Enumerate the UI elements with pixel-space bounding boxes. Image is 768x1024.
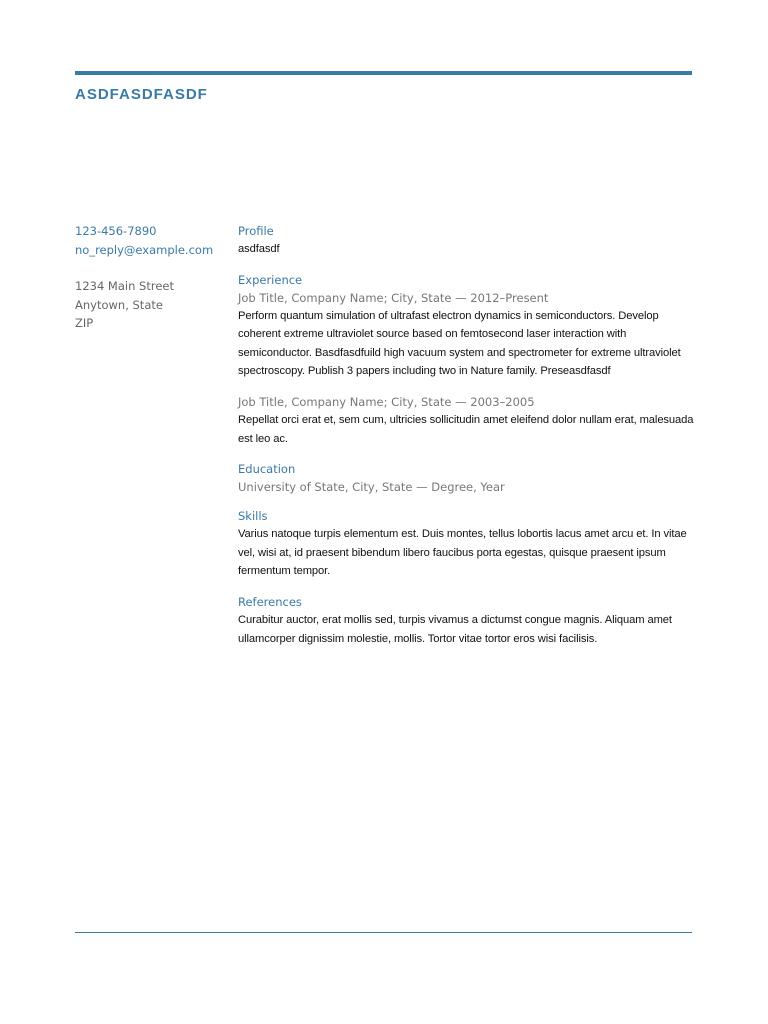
- email-address[interactable]: no_reply@example.com: [75, 242, 214, 257]
- experience-section: [238, 271, 694, 449]
- address-line-1: 1234 Main Street: [75, 279, 174, 293]
- job-heading: Job Title, Company Name; City, State — 2003–2005: [238, 394, 535, 409]
- job-entry: [238, 393, 694, 448]
- skills-text: Varius natoque turpis elementum est. Duis montes, tellus lobortis lacus amet arcu et. In vitae vel, wisi at, id praesent bibendum libero faucibus porta egestas, quisque praesent ipsum fermentum tempor.: [238, 528, 687, 578]
- references-text: Curabitur auctor, erat mollis sed, turpis vivamus a dictumst congue magnis. Aliquam amet ullamcorper dignissim molestie, mollis. Tortor vitae tortor eros wisi facilisis.: [238, 613, 672, 645]
- job-description: Perform quantum simulation of ultrafast electron dynamics in semiconductors. Develop coherent extreme ultraviolet source based on femtosecond laser interaction with semiconductor. Basdfasdfuild high vacuum system and spectrometer for extreme ultraviolet spectroscopy. Publish 3 papers including two in Nature family. Preseasdfasdf: [238, 309, 681, 378]
- experience-heading: Experience: [238, 272, 303, 287]
- skills-section: [238, 507, 694, 581]
- education-section: [238, 460, 694, 496]
- skills-heading: Skills: [238, 509, 268, 524]
- education-heading: Education: [238, 462, 296, 477]
- job-heading: Job Title, Company Name; City, State — 2012–Present: [238, 290, 549, 305]
- address-line-2: Anytown, State: [75, 297, 163, 312]
- references-heading: References: [238, 594, 302, 609]
- phone-number[interactable]: 123-456-7890: [75, 224, 157, 238]
- job-description: Repellat orci erat et, sem cum, ultricies sollicitudin amet eleifend dolor nullam erat, malesuada est leo ac.: [238, 413, 694, 445]
- address-line-3: ZIP: [75, 316, 94, 330]
- mailing-address: [75, 277, 225, 333]
- top-divider: [75, 71, 692, 75]
- education-entry: University of State, City, State — Degree, Year: [238, 480, 505, 495]
- contact-info: [75, 222, 225, 259]
- job-entry: [238, 289, 694, 381]
- references-section: [238, 593, 694, 648]
- profile-text: asdfasdf: [238, 243, 280, 255]
- bottom-divider: [75, 932, 692, 933]
- contact-sidebar: [75, 222, 225, 333]
- resume-name: ASDFASDFASDF: [75, 86, 208, 103]
- profile-heading: Profile: [238, 224, 274, 238]
- profile-section: [238, 222, 694, 259]
- resume-main: [238, 222, 694, 648]
